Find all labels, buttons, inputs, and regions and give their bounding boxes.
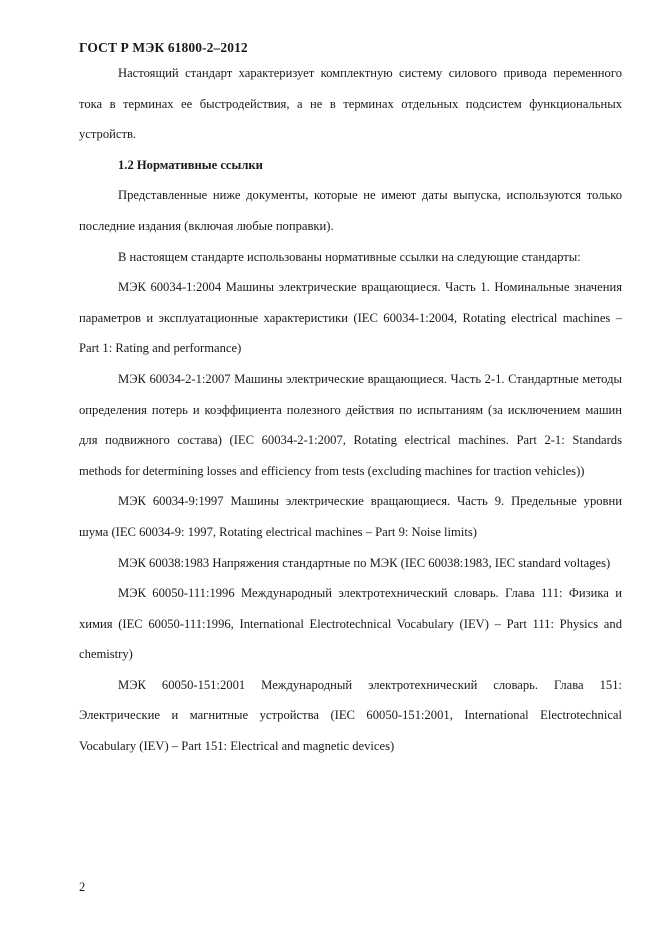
reference-iec-60050-151: МЭК 60050-151:2001 Международный электротехнический словарь. Глава 151: Электрические и магнитные устройства (IEC 60050-151:2001, International Electrotechnical Vocabulary (IEV) – Part 151: Electrical and magnetic devices) bbox=[79, 677, 622, 754]
page-number: 2 bbox=[79, 880, 86, 894]
undated-documents-paragraph: Представленные ниже документы, которые не имеют даты выпуска, используются только последние издания (включая любые поправки). bbox=[79, 188, 622, 233]
references-intro-paragraph: В настоящем стандарте использованы нормативные ссылки на следующие стандарты: bbox=[118, 249, 581, 264]
document-body bbox=[79, 58, 622, 762]
reference-iec-60034-9: МЭК 60034-9:1997 Машины электрические вращающиеся. Часть 9. Предельные уровни шума (IEC 60034-9: 1997, Rotating electrical machines – Part 9: Noise limits) bbox=[79, 494, 622, 539]
page-header-standard-id: ГОСТ Р МЭК 61800-2–2012 bbox=[79, 40, 248, 55]
reference-iec-60038: МЭК 60038:1983 Напряжения стандартные по МЭК (IEC 60038:1983, IEC standard voltages) bbox=[118, 555, 611, 570]
reference-iec-60034-2-1: МЭК 60034-2-1:2007 Машины электрические вращающиеся. Часть 2-1. Стандартные методы определения потерь и коэффициента полезного действия по испытаниям (за исключением машин для подвижного состава) (IEC 60034-2-1:2007, Rotating electrical machines. Part 2-1: Standards methods for determining losses and efficiency from tests (excluding machines for traction vehicles)) bbox=[79, 371, 622, 478]
intro-paragraph: Настоящий стандарт характеризует комплектную систему силового привода переменного тока в терминах ее быстродействия, а не в терминах отдельных подсистем функциональных устройств. bbox=[79, 66, 622, 142]
section-heading-normative-references: 1.2 Нормативные ссылки bbox=[118, 157, 263, 172]
reference-iec-60034-1: МЭК 60034-1:2004 Машины электрические вращающиеся. Часть 1. Номинальные значения параметров и эксплуатационные характеристики (IEC 60034-1:2004, Rotating electrical machines – Part 1: Rating and performance) bbox=[79, 280, 622, 356]
reference-iec-60050-111: МЭК 60050-111:1996 Международный электротехнический словарь. Глава 111: Физика и химия (IEC 60050-111:1996, International Electrotechnical Vocabulary (IEV) – Part 111: Physics and chemistry) bbox=[79, 586, 622, 662]
